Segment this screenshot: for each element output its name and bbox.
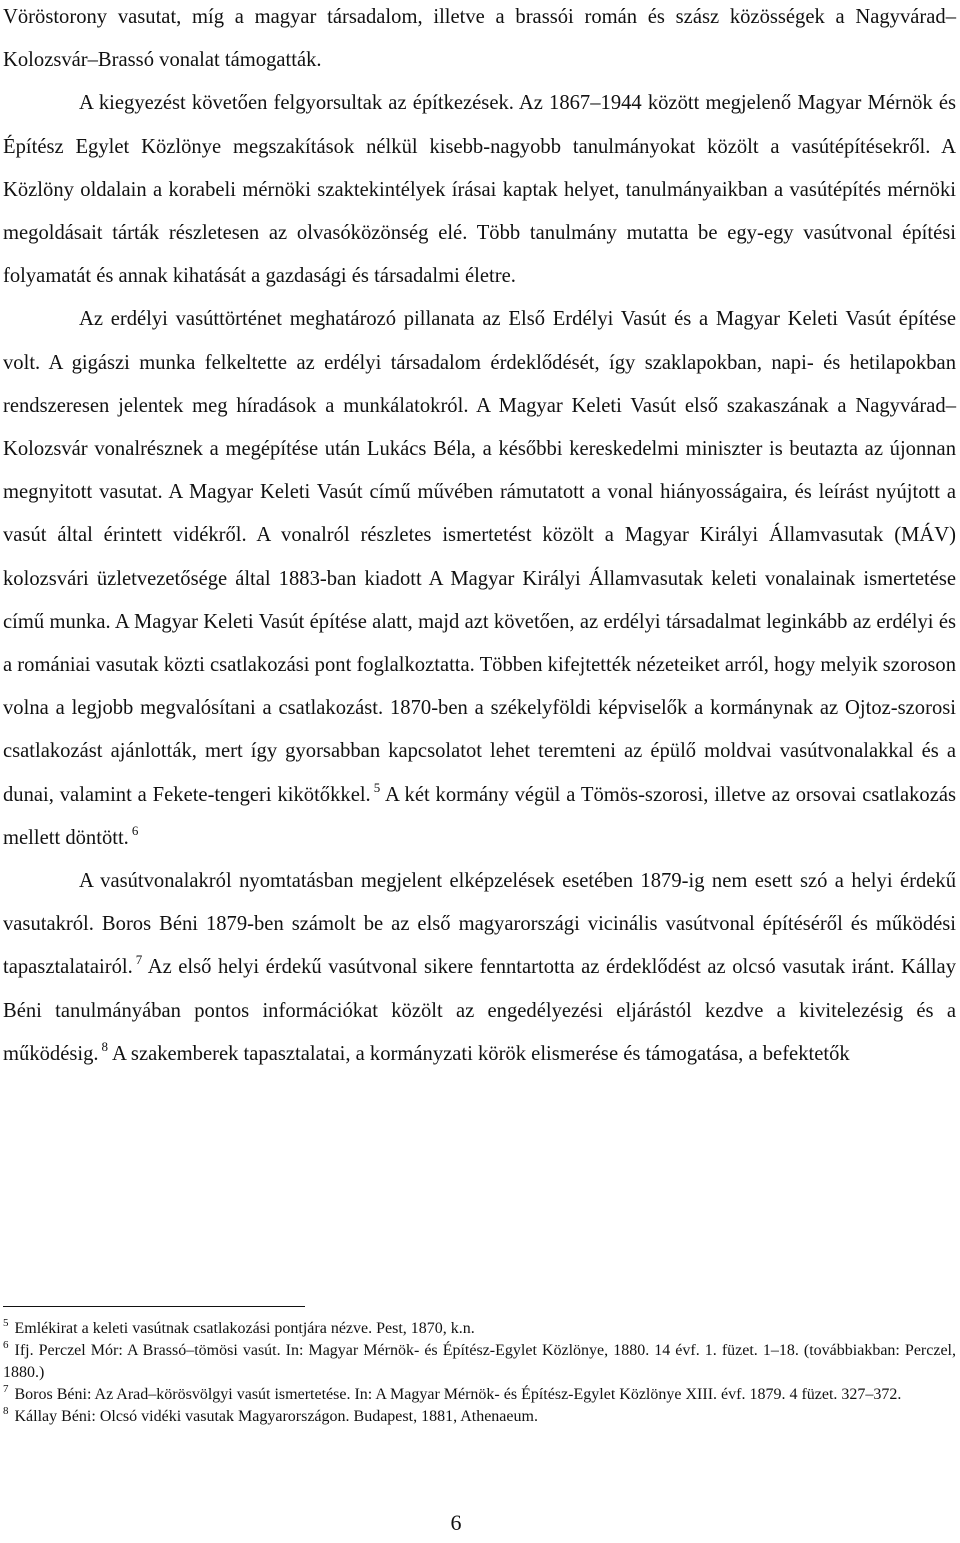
footnotes — [3, 1318, 956, 1428]
footnote-reference: 8 — [101, 1038, 109, 1054]
footnote-number: 6 — [3, 1339, 9, 1351]
footnote — [3, 1340, 956, 1384]
footnote-number: 5 — [3, 1317, 9, 1329]
paragraph-text: A kiegyezést követően felgyorsultak az építkezések. Az 1867–1944 között megjelenő Magyar Mérnök és Építész Egylet Közlönye megszakítások nélkül kisebb-nagyobb tanulmányokat közölt a vasútépítésekről. A Közlöny oldalain a korabeli mérnöki szaktekintélyek írásai kaptak helyet, tanulmányaikban a vasútépítés mérnöki megoldásait tárták részletesen az olvasóközönség elé. Több tanulmány mutatta be egy-egy vasútvonal építési folyamatát és annak kihatását a gazdasági és társadalmi életre. — [3, 92, 956, 288]
paragraph-text: A két kormány végül a Tömös-szorosi, illetve az orsovai csatlakozás mellett döntött. — [3, 783, 956, 849]
paragraph-text: A szakemberek tapasztalatai, a kormányzati körök elismerése és támogatása, a befektetők — [108, 1042, 850, 1065]
paragraph-text: Vöröstorony vasutat, míg a magyar társadalom, illetve a brassói román és szász közösségek a Nagyvárad–Kolozsvár–Brassó vonalat támogatták. — [3, 6, 956, 72]
footnote-reference: 6 — [131, 822, 139, 838]
footnote-reference: 5 — [373, 779, 381, 795]
footnote — [3, 1384, 956, 1406]
footnote-separator — [3, 1306, 305, 1307]
footnote-reference: 7 — [135, 952, 143, 968]
page-number: 6 — [450, 1510, 462, 1535]
footnote-number: 7 — [3, 1383, 9, 1395]
paragraph — [3, 298, 956, 860]
paragraph — [3, 82, 956, 298]
footnote — [3, 1406, 956, 1428]
paragraph-text: A vasútvonalakról nyomtatásban megjelent elképzelések esetében 1879-ig nem esett szó a helyi érdekű vasutakról. Boros Béni 1879-ben számolt be az első magyarországi vicinális vasútvonal építéséről és működési tapasztalatairól. — [3, 870, 956, 979]
footnote-text: Kállay Béni: Olcsó vidéki vasutak Magyarországon. Budapest, 1881, Athenaeum. — [14, 1408, 538, 1425]
body-text — [3, 0, 956, 1076]
footnote-number: 8 — [3, 1405, 9, 1417]
paragraph — [3, 860, 956, 1076]
paragraph-text: Az első helyi érdekű vasútvonal sikere fenntartotta az érdeklődést az olcsó vasutak iránt. Kállay Béni tanulmányában pontos információkat közölt az engedélyezési eljárástól kezdve a kivitelezésig és a működésig. — [3, 956, 956, 1065]
footnote-text: Emlékirat a keleti vasútnak csatlakozási pontjára nézve. Pest, 1870, k.n. — [14, 1320, 475, 1337]
footnote-text: Ifj. Perczel Mór: A Brassó–tömösi vasút. In: Magyar Mérnök- és Építész-Egylet Közlönye, 1880. 14 évf. 1. füzet. 1–18. (továbbiakban: Perczel, 1880.) — [3, 1342, 956, 1381]
footnote-text: Boros Béni: Az Arad–körösvölgyi vasút ismertetése. In: A Magyar Mérnök- és Építész-Egylet Közlönye XIII. évf. 1879. 4 füzet. 327–372. — [14, 1386, 902, 1403]
footnote — [3, 1318, 956, 1340]
paragraph-text: Az erdélyi vasúttörténet meghatározó pillanata az Első Erdélyi Vasút és a Magyar Keleti Vasút építése volt. A gigászi munka felkeltette az erdélyi társadalom érdeklődését, így szaklapokban, napi- és hetilapokban rendszeresen jelentek meg híradások a munkálatokról. A Magyar Keleti Vasút első szakaszának a Nagyvárad–Kolozsvár vonalrésznek a megépítése után Lukács Béla, a későbbi kereskedelmi miniszter is beutazta az újonnan megnyitott vasutat. A Magyar Keleti Vasút című művében rámutatott a vonal hiányosságaira, és leírást nyújtott a vasút által érintett vidékről. A vonalról részletes ismertetést közölt a Magyar Királyi Államvasutak (MÁV) kolozsvári üzletvezetősége által 1883-ban kiadott A Magyar Királyi Államvasutak keleti vonalainak ismertetése című munka. A Magyar Keleti Vasút építése alatt, majd azt követően, az erdélyi társadalmat leginkább az erdélyi és a romániai vasutak közti csatlakozási pont foglalkoztatta. Többen kifejtették nézeteiket arról, hogy melyik szoroson volna a legjobb megvalósítani a csatlakozást. 1870-ben a székelyföldi képviselők a kormánynak az Ojtoz-szorosi csatlakozást ajánlották, mert így gyorsabban kapcsolatot lehet teremteni az épülő moldvai vasútvonalakkal és a dunai, valamint a Fekete-tengeri kikötőkkel. — [3, 308, 956, 806]
paragraph — [3, 0, 956, 82]
